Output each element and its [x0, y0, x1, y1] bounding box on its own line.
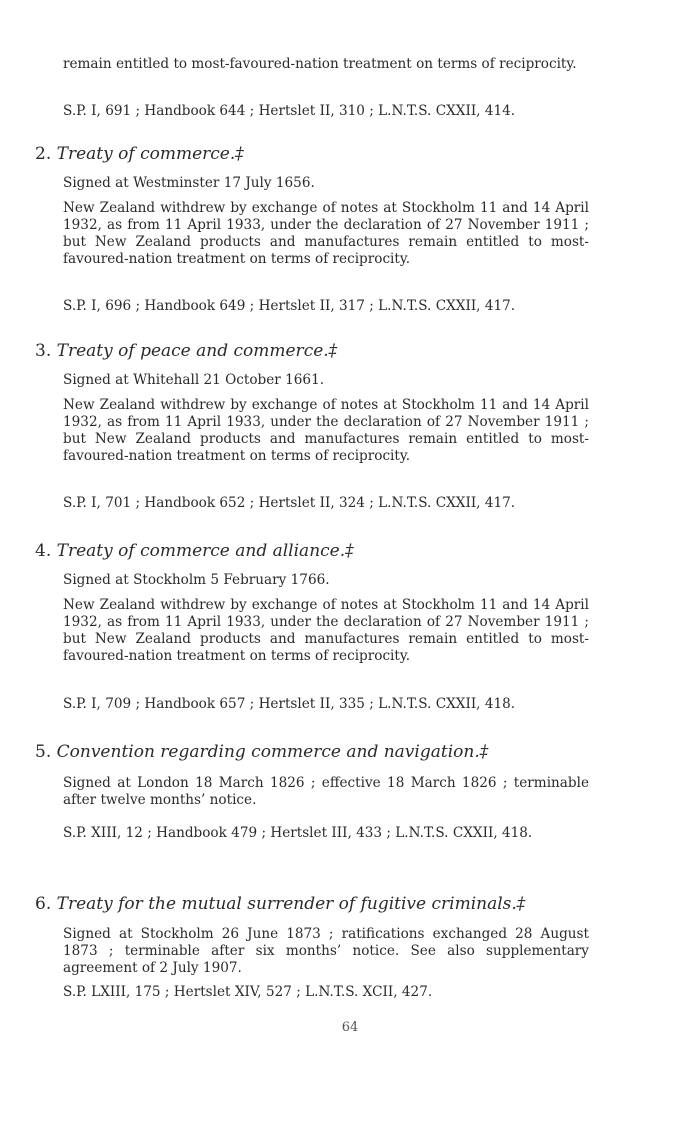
entry-number: 4.: [35, 541, 52, 561]
page-number: 64: [341, 1020, 359, 1035]
entry-heading: [35, 893, 635, 915]
entry-references: S.P. I, 709 ; Handbook 657 ; Hertslet II, 335 ; L.N.T.S. CXXII, 418.: [63, 696, 516, 712]
entry-heading: [35, 540, 635, 562]
entry-note: New Zealand withdrew by exchange of notes at Stockholm 11 and 14 April 1932, as from 11 April 1933, under the declaration of 27 November 1911 ; but New Zealand products and manufactures remain entitled to most-favoured-nation treatment on terms of reciprocity.: [63, 397, 589, 464]
entry-title: Treaty of commerce.‡: [56, 144, 244, 164]
entry-signed: Signed at Stockholm 5 February 1766.: [63, 572, 330, 588]
entry-signed: Signed at London 18 March 1826 ; effective 18 March 1826 ; terminable after twelve months’ notice.: [63, 775, 589, 808]
entry-title: Treaty of commerce and alliance.‡: [56, 541, 354, 561]
entry-title: Treaty for the mutual surrender of fugitive criminals.‡: [56, 894, 526, 914]
entry-number: 6.: [35, 894, 52, 914]
entry-title: Convention regarding commerce and navigation.‡: [56, 742, 489, 762]
entry-references: S.P. I, 696 ; Handbook 649 ; Hertslet II, 317 ; L.N.T.S. CXXII, 417.: [63, 298, 516, 314]
entry-heading: [35, 340, 635, 362]
entry-note: New Zealand withdrew by exchange of notes at Stockholm 11 and 14 April 1932, as from 11 April 1933, under the declaration of 27 November 1911 ; but New Zealand products and manufactures remain entitled to most-favoured-nation treatment on terms of reciprocity.: [63, 200, 589, 267]
entry-signed: Signed at Westminster 17 July 1656.: [63, 175, 315, 191]
entry-number: 2.: [35, 144, 52, 164]
entry-number: 5.: [35, 742, 52, 762]
entry-heading: [35, 741, 635, 763]
entry-number: 3.: [35, 341, 52, 361]
entry-references: S.P. LXIII, 175 ; Hertslet XIV, 527 ; L.N.T.S. XCII, 427.: [63, 984, 433, 1000]
intro-references: S.P. I, 691 ; Handbook 644 ; Hertslet II, 310 ; L.N.T.S. CXXII, 414.: [63, 103, 516, 119]
entry-title: Treaty of peace and commerce.‡: [56, 341, 338, 361]
entry-signed: Signed at Whitehall 21 October 1661.: [63, 372, 325, 388]
intro-paragraph: remain entitled to most-favoured-nation treatment on terms of reciprocity.: [63, 56, 577, 72]
entry-note: New Zealand withdrew by exchange of notes at Stockholm 11 and 14 April 1932, as from 11 April 1933, under the declaration of 27 November 1911 ; but New Zealand products and manufactures remain entitled to most-favoured-nation treatment on terms of reciprocity.: [63, 597, 589, 664]
entry-heading: [35, 143, 635, 165]
entry-references: S.P. XIII, 12 ; Handbook 479 ; Hertslet III, 433 ; L.N.T.S. CXXII, 418.: [63, 825, 533, 841]
entry-signed: Signed at Stockholm 26 June 1873 ; ratifications exchanged 28 August 1873 ; terminable after six months’ notice. See also supplementary agreement of 2 July 1907.: [63, 926, 589, 976]
entry-references: S.P. I, 701 ; Handbook 652 ; Hertslet II, 324 ; L.N.T.S. CXXII, 417.: [63, 495, 516, 511]
